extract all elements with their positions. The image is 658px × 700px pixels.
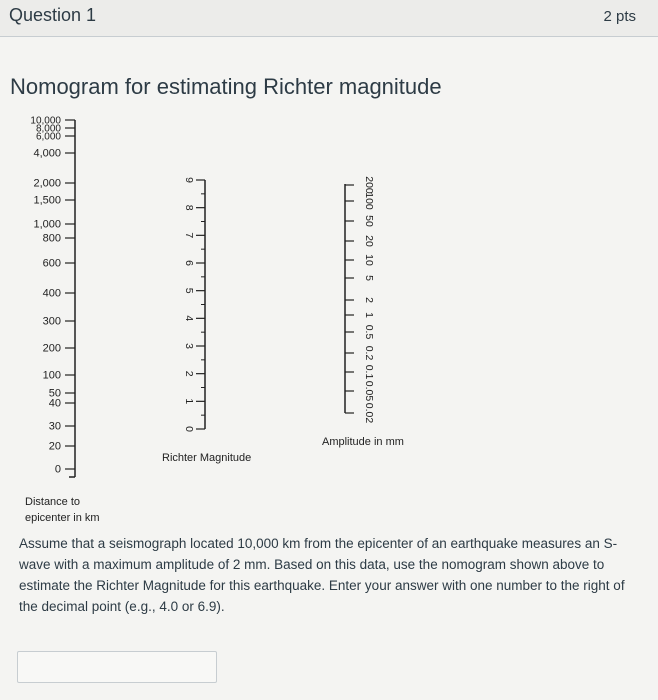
distance-tick-label: 40 <box>48 397 61 410</box>
distance-tick-label: 30 <box>48 420 61 433</box>
distance-scale <box>30 116 75 478</box>
distance-tick-label: 10,000 <box>30 115 61 127</box>
distance-tick-label: 50 <box>48 387 61 400</box>
magnitude-tick-label: 0 <box>183 426 196 432</box>
distance-tick-label: 8,000 <box>35 123 61 135</box>
distance-tick-label: 300 <box>42 315 61 328</box>
distance-caption-line1: Distance to <box>25 496 81 508</box>
answer-input[interactable] <box>17 651 217 683</box>
amplitude-tick-label: 0.1 <box>363 364 376 380</box>
distance-tick-label: 20 <box>48 440 61 453</box>
amplitude-tick-label: 0.02 <box>363 402 376 424</box>
amplitude-tick-label: 0.5 <box>363 324 376 340</box>
magnitude-tick-label: 5 <box>183 287 196 294</box>
magnitude-tick-label: 8 <box>183 204 196 211</box>
magnitude-tick-label: 3 <box>183 343 196 349</box>
distance-tick-label: 4,000 <box>33 147 61 160</box>
distance-tick-label: 1,500 <box>33 194 61 207</box>
amplitude-tick-label: 5 <box>363 275 376 281</box>
amplitude-tick-label: 20 <box>363 235 376 247</box>
amplitude-caption: Amplitude in mm <box>322 436 404 448</box>
magnitude-tick-label: 7 <box>183 232 196 239</box>
magnitude-scale <box>183 177 205 432</box>
distance-tick-label: 800 <box>42 232 61 245</box>
amplitude-tick-label: 10 <box>363 254 376 266</box>
amplitude-tick-label: 0.2 <box>363 345 376 361</box>
nomogram-title: Nomogram for estimating Richter magnitude <box>10 74 442 99</box>
distance-tick-label: 100 <box>42 369 61 382</box>
amplitude-scale <box>345 176 375 423</box>
amplitude-tick-label: 200 <box>363 176 376 194</box>
distance-tick-label: 6,000 <box>35 131 61 143</box>
magnitude-caption: Richter Magnitude <box>162 452 252 464</box>
amplitude-tick-label: 0.05 <box>363 380 376 402</box>
amplitude-tick-label: 100 <box>363 192 376 210</box>
distance-tick-label: 0 <box>54 463 61 476</box>
question-number: Question 1 <box>9 5 97 25</box>
magnitude-tick-label: 9 <box>183 177 196 183</box>
amplitude-tick-label: 1 <box>363 312 376 318</box>
distance-tick-label: 2,000 <box>33 177 61 190</box>
amplitude-tick-label: 50 <box>363 215 376 227</box>
distance-tick-label: 600 <box>42 257 61 270</box>
distance-tick-label: 400 <box>42 287 61 300</box>
question-header <box>0 0 658 37</box>
magnitude-tick-label: 2 <box>183 370 196 377</box>
question-prompt: Assume that a seismograph located 10,000 km from the epicenter of an earthquake measures an S-wave with a maximum amplitude of 2 mm. Based on this data, use the nomogram shown above to estimate the Richter Magnitude for this earthquake. Enter your answer with one number to the right of the decimal point (e.g., 4.0 or 6.9). <box>19 536 625 614</box>
magnitude-tick-label: 4 <box>183 315 196 322</box>
question-points: 2 pts <box>603 8 636 25</box>
nomogram-figure <box>0 100 658 530</box>
distance-caption-line2: epicenter in km <box>25 512 100 524</box>
amplitude-tick-label: 2 <box>363 297 376 303</box>
magnitude-tick-label: 1 <box>183 398 196 405</box>
distance-tick-label: 200 <box>42 342 61 355</box>
distance-tick-label: 1,000 <box>33 218 61 231</box>
magnitude-tick-label: 6 <box>183 260 196 266</box>
